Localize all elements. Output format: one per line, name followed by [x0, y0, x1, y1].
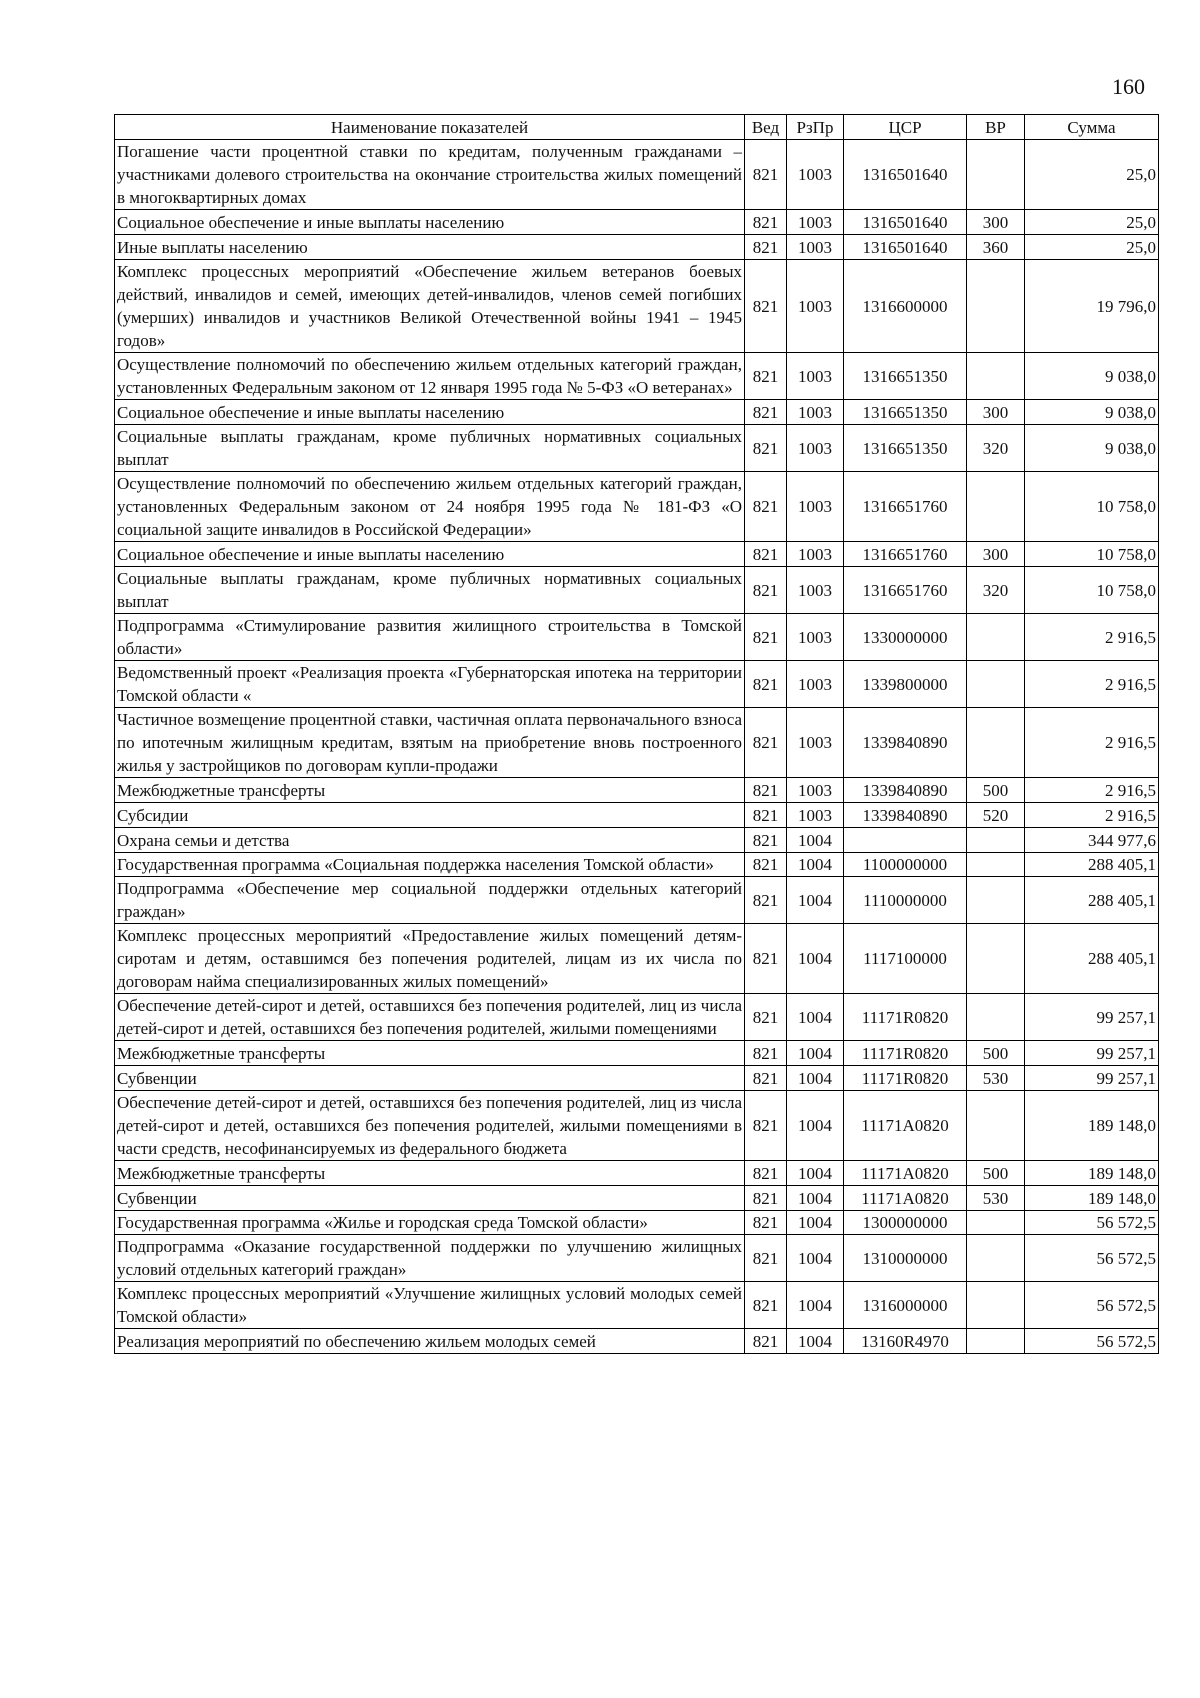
cell-name: Социальное обеспечение и иные выплаты населению: [115, 542, 745, 567]
cell-csr: 1300000000: [844, 1211, 967, 1235]
cell-csr: 1316501640: [844, 140, 967, 210]
table-row: [115, 425, 1159, 472]
table-row: [115, 708, 1159, 778]
cell-vr: [967, 1091, 1025, 1161]
cell-vr: [967, 661, 1025, 708]
cell-name: Государственная программа «Жилье и городская среда Томской области»: [115, 1211, 745, 1235]
cell-rzpr: 1003: [787, 708, 844, 778]
cell-csr: 1316651760: [844, 542, 967, 567]
cell-ved: 821: [745, 1282, 787, 1329]
cell-csr: 1316651350: [844, 425, 967, 472]
cell-name: Ведомственный проект «Реализация проекта «Губернаторская ипотека на территории Томской области «: [115, 661, 745, 708]
table-row: [115, 210, 1159, 235]
cell-ved: 821: [745, 877, 787, 924]
cell-rzpr: 1003: [787, 614, 844, 661]
cell-vr: 500: [967, 1041, 1025, 1066]
cell-vr: 360: [967, 235, 1025, 260]
cell-csr: 1316600000: [844, 260, 967, 353]
cell-ved: 821: [745, 708, 787, 778]
cell-ved: 821: [745, 1091, 787, 1161]
cell-csr: 11171R0820: [844, 1066, 967, 1091]
table-row: [115, 1161, 1159, 1186]
cell-vr: 320: [967, 567, 1025, 614]
cell-vr: 520: [967, 803, 1025, 828]
cell-csr: 1316651350: [844, 400, 967, 425]
cell-name: Частичное возмещение процентной ставки, частичная оплата первоначального взноса по ипотечным жилищным кредитам, взятым на приобретение вновь построенного жилья у застройщиков по договорам купли-продажи: [115, 708, 745, 778]
cell-name: Социальные выплаты гражданам, кроме публичных нормативных социальных выплат: [115, 567, 745, 614]
table-row: [115, 1282, 1159, 1329]
cell-name: Государственная программа «Социальная поддержка населения Томской области»: [115, 853, 745, 877]
cell-rzpr: 1003: [787, 353, 844, 400]
cell-ved: 821: [745, 924, 787, 994]
cell-vr: [967, 140, 1025, 210]
cell-ved: 821: [745, 661, 787, 708]
cell-sum: 19 796,0: [1025, 260, 1159, 353]
cell-csr: 1316651760: [844, 567, 967, 614]
cell-ved: 821: [745, 567, 787, 614]
cell-csr: 1330000000: [844, 614, 967, 661]
cell-csr: 1316501640: [844, 210, 967, 235]
cell-vr: [967, 994, 1025, 1041]
cell-name: Межбюджетные трансферты: [115, 1041, 745, 1066]
cell-vr: 300: [967, 210, 1025, 235]
header-csr: ЦСР: [844, 115, 967, 140]
cell-csr: 11171A0820: [844, 1161, 967, 1186]
cell-sum: 25,0: [1025, 210, 1159, 235]
cell-rzpr: 1003: [787, 472, 844, 542]
table-row: [115, 1066, 1159, 1091]
cell-name: Комплекс процессных мероприятий «Улучшение жилищных условий молодых семей Томской области»: [115, 1282, 745, 1329]
cell-ved: 821: [745, 1186, 787, 1211]
cell-ved: 821: [745, 425, 787, 472]
cell-ved: 821: [745, 353, 787, 400]
cell-sum: 9 038,0: [1025, 353, 1159, 400]
cell-rzpr: 1003: [787, 661, 844, 708]
cell-ved: 821: [745, 614, 787, 661]
table-row: [115, 235, 1159, 260]
header-name: Наименование показателей: [115, 115, 745, 140]
cell-ved: 821: [745, 472, 787, 542]
cell-ved: 821: [745, 1161, 787, 1186]
cell-vr: [967, 924, 1025, 994]
cell-name: Осуществление полномочий по обеспечению жильем отдельных категорий граждан, установленных Федеральным законом от 12 января 1995 года № 5-ФЗ «О ветеранах»: [115, 353, 745, 400]
cell-ved: 821: [745, 1066, 787, 1091]
cell-csr: 11171A0820: [844, 1186, 967, 1211]
table-row: [115, 260, 1159, 353]
cell-rzpr: 1004: [787, 994, 844, 1041]
cell-name: Социальные выплаты гражданам, кроме публичных нормативных социальных выплат: [115, 425, 745, 472]
cell-sum: 189 148,0: [1025, 1186, 1159, 1211]
table-row: [115, 1041, 1159, 1066]
cell-vr: 500: [967, 1161, 1025, 1186]
cell-vr: [967, 472, 1025, 542]
header-vr: ВР: [967, 115, 1025, 140]
cell-rzpr: 1003: [787, 140, 844, 210]
cell-sum: 2 916,5: [1025, 803, 1159, 828]
cell-name: Обеспечение детей-сирот и детей, оставшихся без попечения родителей, лиц из числа детей-сирот и детей, оставшихся без попечения родителей, жилыми помещениями: [115, 994, 745, 1041]
cell-vr: [967, 1329, 1025, 1354]
cell-ved: 821: [745, 994, 787, 1041]
cell-sum: 10 758,0: [1025, 472, 1159, 542]
cell-ved: 821: [745, 235, 787, 260]
cell-sum: 288 405,1: [1025, 853, 1159, 877]
cell-rzpr: 1003: [787, 210, 844, 235]
cell-csr: 1117100000: [844, 924, 967, 994]
cell-vr: 530: [967, 1066, 1025, 1091]
cell-sum: 189 148,0: [1025, 1161, 1159, 1186]
cell-csr: 1310000000: [844, 1235, 967, 1282]
table-row: [115, 828, 1159, 853]
cell-rzpr: 1003: [787, 778, 844, 803]
cell-name: Межбюджетные трансферты: [115, 778, 745, 803]
table-row: [115, 661, 1159, 708]
cell-vr: 300: [967, 400, 1025, 425]
cell-name: Социальное обеспечение и иные выплаты населению: [115, 400, 745, 425]
cell-name: Погашение части процентной ставки по кредитам, полученным гражданами – участниками долевого строительства на окончание строительства жилых помещений в многоквартирных домах: [115, 140, 745, 210]
cell-sum: 56 572,5: [1025, 1282, 1159, 1329]
cell-sum: 288 405,1: [1025, 877, 1159, 924]
cell-ved: 821: [745, 1041, 787, 1066]
cell-sum: 2 916,5: [1025, 778, 1159, 803]
cell-csr: 13160R4970: [844, 1329, 967, 1354]
cell-ved: 821: [745, 828, 787, 853]
table-row: [115, 924, 1159, 994]
cell-rzpr: 1003: [787, 425, 844, 472]
table-row: [115, 803, 1159, 828]
table-row: [115, 994, 1159, 1041]
cell-sum: 56 572,5: [1025, 1329, 1159, 1354]
cell-rzpr: 1003: [787, 567, 844, 614]
cell-vr: [967, 828, 1025, 853]
cell-vr: 300: [967, 542, 1025, 567]
cell-csr: 1339840890: [844, 708, 967, 778]
table-row: [115, 1091, 1159, 1161]
cell-rzpr: 1004: [787, 1235, 844, 1282]
cell-name: Охрана семьи и детства: [115, 828, 745, 853]
cell-csr: 1339840890: [844, 803, 967, 828]
cell-rzpr: 1003: [787, 542, 844, 567]
cell-vr: [967, 353, 1025, 400]
cell-sum: 56 572,5: [1025, 1235, 1159, 1282]
cell-vr: 530: [967, 1186, 1025, 1211]
cell-rzpr: 1004: [787, 1091, 844, 1161]
cell-name: Субвенции: [115, 1186, 745, 1211]
cell-sum: 99 257,1: [1025, 1041, 1159, 1066]
cell-csr: 1316501640: [844, 235, 967, 260]
cell-rzpr: 1004: [787, 1282, 844, 1329]
cell-sum: 2 916,5: [1025, 708, 1159, 778]
table-row: [115, 1211, 1159, 1235]
cell-rzpr: 1003: [787, 803, 844, 828]
table-row: [115, 877, 1159, 924]
cell-name: Подпрограмма «Оказание государственной поддержки по улучшению жилищных условий отдельных категорий граждан»: [115, 1235, 745, 1282]
cell-rzpr: 1004: [787, 1186, 844, 1211]
cell-vr: [967, 853, 1025, 877]
cell-name: Реализация мероприятий по обеспечению жильем молодых семей: [115, 1329, 745, 1354]
cell-csr: [844, 828, 967, 853]
cell-name: Субвенции: [115, 1066, 745, 1091]
cell-sum: 189 148,0: [1025, 1091, 1159, 1161]
cell-ved: 821: [745, 542, 787, 567]
cell-rzpr: 1004: [787, 924, 844, 994]
cell-ved: 821: [745, 853, 787, 877]
cell-csr: 1316651350: [844, 353, 967, 400]
cell-ved: 821: [745, 1329, 787, 1354]
cell-rzpr: 1004: [787, 877, 844, 924]
cell-sum: 2 916,5: [1025, 661, 1159, 708]
cell-name: Субсидии: [115, 803, 745, 828]
cell-vr: 320: [967, 425, 1025, 472]
cell-csr: 1100000000: [844, 853, 967, 877]
cell-sum: 99 257,1: [1025, 1066, 1159, 1091]
cell-csr: 1316000000: [844, 1282, 967, 1329]
cell-ved: 821: [745, 1235, 787, 1282]
cell-rzpr: 1003: [787, 400, 844, 425]
cell-csr: 1316651760: [844, 472, 967, 542]
table-row: [115, 140, 1159, 210]
cell-ved: 821: [745, 1211, 787, 1235]
cell-sum: 9 038,0: [1025, 400, 1159, 425]
table-row: [115, 853, 1159, 877]
table-body: [115, 140, 1159, 1354]
page-number: 160: [1112, 74, 1145, 99]
cell-vr: [967, 877, 1025, 924]
cell-name: Подпрограмма «Обеспечение мер социальной поддержки отдельных категорий граждан»: [115, 877, 745, 924]
cell-rzpr: 1004: [787, 1329, 844, 1354]
cell-name: Комплекс процессных мероприятий «Предоставление жилых помещений детям-сиротам и детям, оставшимся без попечения родителей, лицам из их числа по договорам найма специализированных жилых помещений»: [115, 924, 745, 994]
cell-vr: 500: [967, 778, 1025, 803]
cell-name: Социальное обеспечение и иные выплаты населению: [115, 210, 745, 235]
cell-sum: 9 038,0: [1025, 425, 1159, 472]
budget-table: [114, 114, 1159, 1354]
table-row: [115, 1329, 1159, 1354]
cell-sum: 344 977,6: [1025, 828, 1159, 853]
cell-ved: 821: [745, 210, 787, 235]
cell-name: Комплекс процессных мероприятий «Обеспечение жильем ветеранов боевых действий, инвалидов и семей, имеющих детей-инвалидов, членов семей погибших (умерших) инвалидов и участников Великой Отечественной войны 1941 – 1945 годов»: [115, 260, 745, 353]
table-row: [115, 542, 1159, 567]
cell-ved: 821: [745, 803, 787, 828]
cell-vr: [967, 1235, 1025, 1282]
cell-vr: [967, 614, 1025, 661]
cell-vr: [967, 1282, 1025, 1329]
table-row: [115, 353, 1159, 400]
cell-sum: 10 758,0: [1025, 542, 1159, 567]
cell-csr: 1110000000: [844, 877, 967, 924]
cell-sum: 2 916,5: [1025, 614, 1159, 661]
cell-rzpr: 1004: [787, 1066, 844, 1091]
table-row: [115, 1186, 1159, 1211]
cell-sum: 10 758,0: [1025, 567, 1159, 614]
table-row: [115, 1235, 1159, 1282]
cell-ved: 821: [745, 400, 787, 425]
header-sum: Сумма: [1025, 115, 1159, 140]
cell-csr: 11171A0820: [844, 1091, 967, 1161]
header-ved: Вед: [745, 115, 787, 140]
cell-sum: 25,0: [1025, 235, 1159, 260]
table-row: [115, 400, 1159, 425]
cell-vr: [967, 1211, 1025, 1235]
cell-ved: 821: [745, 260, 787, 353]
cell-rzpr: 1004: [787, 828, 844, 853]
cell-csr: 1339800000: [844, 661, 967, 708]
cell-vr: [967, 260, 1025, 353]
cell-name: Иные выплаты населению: [115, 235, 745, 260]
table-row: [115, 614, 1159, 661]
table-row: [115, 567, 1159, 614]
cell-csr: 1339840890: [844, 778, 967, 803]
table-row: [115, 778, 1159, 803]
cell-name: Осуществление полномочий по обеспечению жильем отдельных категорий граждан, установленных Федеральным законом от 24 ноября 1995 года № 181-ФЗ «О социальной защите инвалидов в Российской Федерации»: [115, 472, 745, 542]
cell-csr: 11171R0820: [844, 994, 967, 1041]
cell-rzpr: 1004: [787, 1041, 844, 1066]
cell-sum: 25,0: [1025, 140, 1159, 210]
cell-name: Подпрограмма «Стимулирование развития жилищного строительства в Томской области»: [115, 614, 745, 661]
cell-sum: 288 405,1: [1025, 924, 1159, 994]
cell-vr: [967, 708, 1025, 778]
header-rzpr: РзПр: [787, 115, 844, 140]
cell-rzpr: 1004: [787, 1211, 844, 1235]
table-row: [115, 472, 1159, 542]
cell-name: Межбюджетные трансферты: [115, 1161, 745, 1186]
cell-rzpr: 1003: [787, 260, 844, 353]
table-header: [115, 115, 1159, 140]
cell-sum: 99 257,1: [1025, 994, 1159, 1041]
cell-ved: 821: [745, 140, 787, 210]
cell-rzpr: 1004: [787, 853, 844, 877]
cell-ved: 821: [745, 778, 787, 803]
cell-sum: 56 572,5: [1025, 1211, 1159, 1235]
cell-csr: 11171R0820: [844, 1041, 967, 1066]
cell-rzpr: 1004: [787, 1161, 844, 1186]
cell-name: Обеспечение детей-сирот и детей, оставшихся без попечения родителей, лиц из числа детей-сирот и детей, оставшихся без попечения родителей, жилыми помещениями в части средств, несофинансируемых из федерального бюджета: [115, 1091, 745, 1161]
cell-rzpr: 1003: [787, 235, 844, 260]
